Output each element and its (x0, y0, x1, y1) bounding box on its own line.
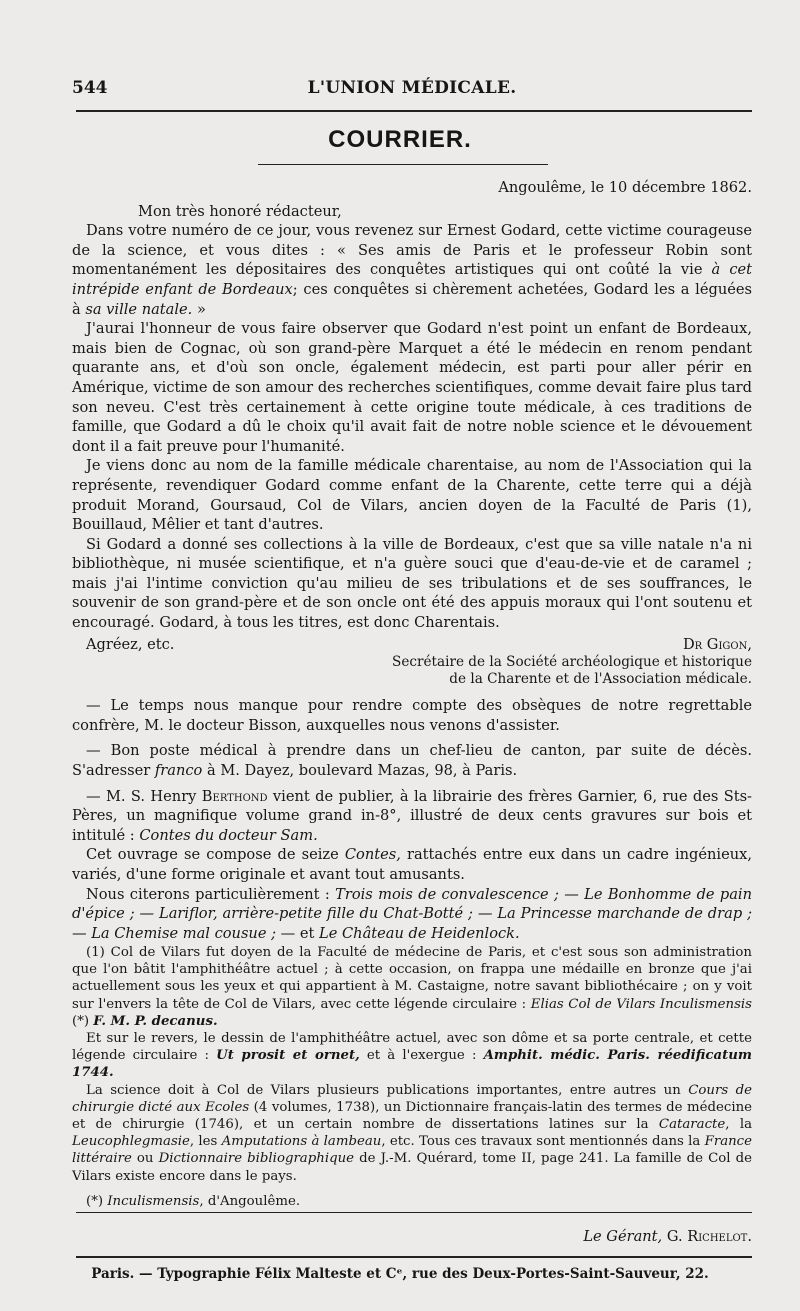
signature-title-1: Secrétaire de la Société archéologique et historique (392, 654, 752, 671)
place-date: Angoulême, le 10 décembre 1862. (498, 179, 752, 196)
footnote-star: (*) Inculismensis, d'Angoulême. (86, 1193, 301, 1209)
footnote-works: La science doit à Col de Vilars plusieurs publications importantes, entre autres un Cours de chirurgie dicté aux Ecoles (4 volumes, 1738), un Dictionnaire français-latin des termes de médecine et de chirurgie (1746), et un certain nombre de dissertations latines sur la Cataracte, la Leucophlegmasie, les Amputations à lambeau, etc. Tous ces travaux sont mentionnés dans la France littéraire ou Dictionnaire bibliographique de J.-M. Quérard, tome II, page 241. La famille de Col de Vilars existe encore dans le pays. (72, 1082, 753, 1184)
note-bisson: — Le temps nous manque pour rendre compte des obsèques de notre regrettable confrère, M. le docteur Bisson, auxquelles nous venons d'assister. (72, 697, 752, 734)
running-header (72, 78, 752, 98)
note-berthond: — M. S. Henry Berthond vient de publier, à la librairie des frères Garnier, 6, rue des Sts-Pères, un magnifique volume grand in-8°, illustré de deux cents gravures sur bois et intitulé : Contes du docteur Sam. (72, 787, 752, 844)
footnote-revers: Et sur le revers, le dessin de l'amphithéâtre actuel, avec son dôme et sa porte centrale, et cette légende circulaire : Ut prosit et ornet, et à l'exergue : Amphit. médic. Paris. réedificatum 1744. (72, 1031, 752, 1081)
printer-imprint: Paris. — Typographie Félix Malteste et Cᵉ, rue des Deux-Portes-Saint-Sauveur, 22. (91, 1266, 709, 1282)
letter-paragraph-1: Dans votre numéro de ce jour, vous revenez sur Ernest Godard, cette victime courageuse de la science, et vous dites : « Ses amis de Paris et le professeur Robin sont momentanément les dépositaires des conquêtes artistiques qui ont coûté la vie à cet intrépide enfant de Bordeaux; ces conquêtes si chèrement achetées, Godard les a léguées à sa ville natale. » (72, 222, 752, 318)
news-notes (72, 696, 752, 943)
letter-paragraph-4: Si Godard a donné ses collections à la ville de Bordeaux, c'est que sa ville natale n'a ni bibliothèque, ni musée scientifique, et n'a guère souci que d'eau-de-vie et de caramel ; mais j'ai l'intime conviction qu'au milieu de ses tribulations et de ses souffrances, le souvenir de son grand-père et de son oncle ont été des appuis moraux qui l'ont soutenu et encouragé. Godard, à tous les titres, est donc Charentais. (72, 535, 752, 632)
salutation: Mon très honoré rédacteur, (138, 202, 342, 220)
note-citations: Nous citerons particulièrement : Trois mois de convalescence ; — Le Bonhomme de pain d'épice ; — Lariflor, arrière-petite fille du Chat-Botté ; — La Princesse marchande de drap ; — La Chemise mal cousue ; — et Le Château de Heidenlock. (72, 885, 752, 942)
title-rule (258, 164, 548, 165)
letter-paragraph-2: J'aurai l'honneur de vous faire observer que Godard n'est point un enfant de Bordeaux, mais bien de Cognac, où son grand-père Marquet a été le médecin en renom pendant quarante ans, et d'où son oncle, également médecin, est parti pour aller périr en Amérique, victime de son amour des recherches scientifiques, comme devait faire plus tard son neveu. C'est très certainement à cette origine toute médicale, à ces traditions de famille, que Godard a dû le choix qu'il avait fait de notre noble science et le dévouement dont il a fait preuve pour l'humanité. (72, 320, 752, 455)
imprint-rule (76, 1256, 752, 1258)
journal-title: L'UNION MÉDICALE. (307, 78, 517, 98)
footnote-1: (1) Col de Vilars fut doyen de la Faculté de médecine de Paris, et c'est sous son administration que l'on bâtit l'amphithéâtre actuel ; à cette occasion, on frappa une médaille en bronze que j'ai actuellement sous les yeux et qui appartient à M. Castaigne, notre savant bibliothécaire ; on y voit sur l'envers la tête de Col de Vilars, avec cette légende circulaire : Elias Col de Vilars Inculismensis (*) F. M. P. decanus. (72, 945, 752, 1029)
signature: Dr Gigon, (682, 635, 752, 653)
section-title: COURRIER. (328, 126, 472, 153)
letter-paragraph-3: Je viens donc au nom de la famille médicale charentaise, au nom de l'Association qui la représente, revendiquer Godard comme enfant de la Charente, cette terre qui a déjà produit Morand, Goursaud, Col de Vilars, ancien doyen de la Faculté de Paris (1), Bouillaud, Mêlier et tant d'autres. (72, 457, 752, 534)
footnotes (72, 944, 752, 1210)
letter-body (72, 178, 752, 943)
note-contes: Cet ouvrage se compose de seize Contes, rattachés entre eux dans un cadre ingénieux, variés, d'une forme originale et avant tout amusants. (72, 846, 752, 883)
signature-title-2: de la Charente et de l'Association médicale. (449, 671, 752, 688)
note-poste: — Bon poste médical à prendre dans un chef-lieu de canton, par suite de décès. S'adresser franco à M. Dayez, boulevard Mazas, 98, à Paris. (72, 742, 752, 780)
closing: Agréez, etc. (86, 635, 175, 653)
header-rule (76, 110, 752, 112)
footer-rule (76, 1212, 752, 1213)
page-number: 544 (72, 78, 108, 98)
signature-block (72, 635, 752, 655)
gerant-line: Le Gérant, G. Richelot. (583, 1228, 752, 1245)
